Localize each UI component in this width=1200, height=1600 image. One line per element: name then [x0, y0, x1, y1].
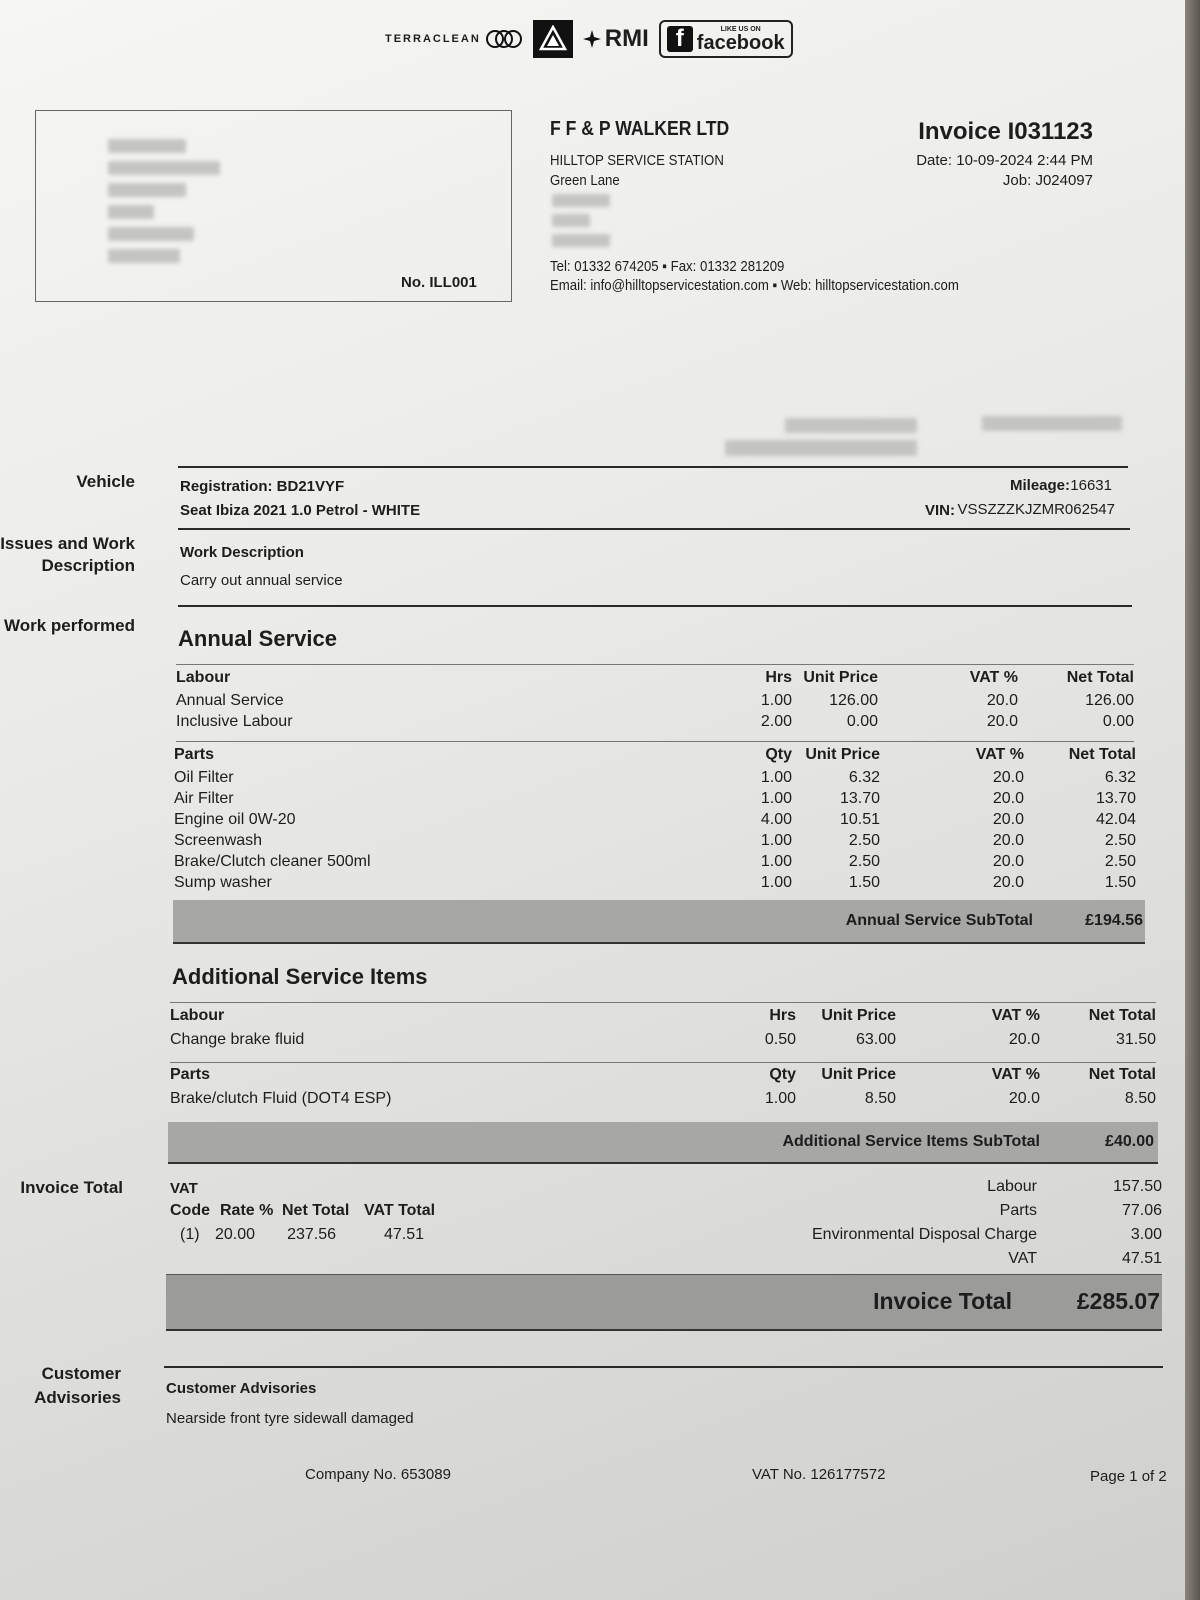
- item-net-total: 2.50: [1104, 832, 1136, 849]
- item-unit-price: 2.50: [848, 853, 880, 870]
- table-header-row: [170, 1007, 1156, 1029]
- item-qty: 4.00: [760, 811, 792, 828]
- totals-value: 157.50: [1113, 1178, 1162, 1195]
- col-header-vat: VAT %: [991, 1066, 1040, 1083]
- customer-number: No. ILL001: [401, 274, 477, 291]
- col-header-net-total: Net Total: [1088, 1066, 1156, 1083]
- facebook-f-icon: f: [667, 26, 693, 52]
- totals-value: 77.06: [1121, 1202, 1162, 1219]
- side-label-issues: Issues and Work: [0, 534, 135, 553]
- redacted-line: [108, 205, 154, 219]
- item-net-total: 8.50: [1124, 1090, 1156, 1107]
- vat-net: 237.56: [287, 1226, 336, 1243]
- item-net-total: 1.50: [1104, 874, 1136, 891]
- item-description: Brake/clutch Fluid (DOT4 ESP): [170, 1090, 392, 1107]
- totals-label: Environmental Disposal Charge: [812, 1226, 1037, 1243]
- redacted-line: [108, 227, 194, 241]
- facebook-word: facebook: [696, 31, 785, 54]
- invoice-date: Date: 10-09-2024 2:44 PM: [916, 152, 1093, 169]
- vat-table-row: [170, 1226, 470, 1246]
- facebook-like-text: LIKE US ON: [720, 25, 761, 33]
- table-header-row: [174, 746, 1136, 768]
- item-unit-price: 6.32: [848, 769, 880, 786]
- advisories-rule: [164, 1366, 1163, 1368]
- item-qty: 1.00: [760, 790, 792, 807]
- redacted-line: [108, 183, 186, 197]
- item-unit-price: 126.00: [829, 692, 878, 709]
- col-header-unit-price: Unit Price: [803, 669, 878, 686]
- item-unit-price: 63.00: [855, 1031, 896, 1048]
- item-net-total: 42.04: [1095, 811, 1136, 828]
- item-net-total: 126.00: [1085, 692, 1134, 709]
- footer-vat-no: VAT No. 126177572: [752, 1466, 886, 1483]
- item-description: Oil Filter: [174, 769, 234, 786]
- totals-label: Parts: [999, 1202, 1037, 1219]
- totals-row: [760, 1202, 1162, 1226]
- mot-triangles-icon: [533, 20, 573, 58]
- side-label-vehicle: Vehicle: [76, 472, 135, 491]
- table-row: [170, 1031, 1156, 1053]
- vehicle-bottom-rule: [178, 528, 1130, 530]
- rmi-cross-icon: [583, 30, 601, 48]
- vehicle-top-rule: [178, 466, 1128, 468]
- totals-label: VAT: [1008, 1250, 1037, 1267]
- side-label-work-performed: Work performed: [4, 616, 135, 635]
- totals-value: 3.00: [1130, 1226, 1162, 1243]
- vat-rate: 20.00: [214, 1226, 255, 1243]
- company-name: F F & P WALKER LTD: [550, 118, 730, 140]
- col-header-net-total: Net Total: [1066, 669, 1134, 686]
- table-row: [174, 832, 1136, 853]
- additional-subtotal-label: Additional Service Items SubTotal: [782, 1133, 1040, 1150]
- item-unit-price: 8.50: [864, 1090, 896, 1107]
- table-header-row: [170, 1066, 1156, 1088]
- item-vat-rate: 20.0: [992, 832, 1024, 849]
- redacted-line: [552, 214, 590, 227]
- vehicle-registration: Registration: BD21VYF: [180, 478, 345, 495]
- invoice-title: Invoice I031123: [918, 118, 1093, 145]
- additional-subtotal-value: £40.00: [1105, 1133, 1154, 1150]
- item-qty: 1.00: [760, 874, 792, 891]
- item-vat-rate: 20.0: [986, 692, 1018, 709]
- item-net-total: 6.32: [1104, 769, 1136, 786]
- item-net-total: 2.50: [1104, 853, 1136, 870]
- rmi-logo: [583, 25, 649, 53]
- table-row: [174, 853, 1136, 874]
- item-net-total: 31.50: [1115, 1031, 1156, 1048]
- redacted-line: [552, 234, 610, 247]
- col-header-section: Parts: [170, 1066, 211, 1083]
- item-description: Inclusive Labour: [176, 713, 293, 730]
- redacted-line: [108, 249, 180, 263]
- logo-strip: [385, 18, 793, 60]
- item-description: Sump washer: [174, 874, 272, 891]
- item-vat-rate: 20.0: [992, 874, 1024, 891]
- mileage-label: Mileage:: [1010, 477, 1071, 494]
- terraclean-logo: [385, 29, 523, 49]
- redacted-line: [785, 418, 917, 433]
- totals-value: 47.51: [1121, 1250, 1162, 1267]
- footer-company-no: Company No. 653089: [305, 1466, 451, 1483]
- footer-page: Page 1 of 2: [1090, 1468, 1167, 1485]
- table-row: [174, 874, 1136, 895]
- item-unit-price: 10.51: [839, 811, 880, 828]
- company-email: Email: info@hilltopservicestation.com ▪ Web: hilltopservicestation.com: [550, 277, 959, 294]
- item-description: Screenwash: [174, 832, 263, 849]
- item-unit-price: 2.50: [848, 832, 880, 849]
- annual-subtotal-band: [173, 900, 1145, 944]
- totals-row: [760, 1250, 1162, 1274]
- item-qty: 1.00: [764, 1090, 796, 1107]
- item-unit-price: 0.00: [846, 713, 878, 730]
- item-description: Brake/Clutch cleaner 500ml: [174, 853, 371, 870]
- item-net-total: 0.00: [1102, 713, 1134, 730]
- item-vat-rate: 20.0: [1008, 1031, 1040, 1048]
- paper-edge: [1185, 0, 1200, 1600]
- col-header-unit-price: Unit Price: [821, 1007, 896, 1024]
- vat-code: (1): [180, 1226, 200, 1243]
- redacted-line: [725, 440, 917, 456]
- table-row: [174, 811, 1136, 832]
- item-unit-price: 1.50: [848, 874, 880, 891]
- table-row: [176, 692, 1134, 713]
- company-line1: HILLTOP SERVICE STATION: [550, 152, 724, 169]
- redacted-line: [982, 416, 1122, 431]
- redacted-line: [552, 194, 610, 207]
- vat-col-code: Code: [170, 1202, 210, 1219]
- annual-subtotal-value: £194.56: [1085, 912, 1143, 929]
- col-header-vat: VAT %: [969, 669, 1018, 686]
- invoice-job: Job: J024097: [1002, 172, 1093, 189]
- side-label-invoice-total: Invoice Total: [20, 1178, 123, 1197]
- terraclean-logo-text: TERRACLEAN: [385, 33, 481, 45]
- item-qty: 0.50: [764, 1031, 796, 1048]
- annual-parts-rule: [176, 741, 1134, 742]
- invoice-total-label: Invoice Total: [873, 1288, 1012, 1314]
- col-header-unit-price: Unit Price: [821, 1066, 896, 1083]
- col-header-qty: Hrs: [765, 669, 792, 686]
- vat-col-rate: Rate %: [220, 1202, 274, 1219]
- item-vat-rate: 20.0: [1008, 1090, 1040, 1107]
- vehicle-model: Seat Ibiza 2021 1.0 Petrol - WHITE: [180, 502, 421, 519]
- vat-table-header: [170, 1202, 470, 1222]
- table-header-row: [176, 669, 1134, 691]
- col-header-section: Labour: [176, 669, 231, 686]
- annual-subtotal-label: Annual Service SubTotal: [845, 912, 1033, 929]
- item-vat-rate: 20.0: [986, 713, 1018, 730]
- side-label-issues-2: Description: [41, 556, 135, 575]
- totals-row: [760, 1226, 1162, 1250]
- company-line2: Green Lane: [550, 172, 620, 189]
- totals-label: Labour: [987, 1178, 1037, 1195]
- invoice-total-value: £285.07: [1076, 1288, 1160, 1314]
- item-qty: 2.00: [760, 713, 792, 730]
- item-description: Change brake fluid: [170, 1031, 305, 1048]
- vat-col-vat: VAT Total: [364, 1202, 436, 1219]
- item-description: Engine oil 0W-20: [174, 811, 296, 828]
- side-label-advisories-2: Advisories: [34, 1388, 121, 1407]
- item-qty: 1.00: [760, 853, 792, 870]
- totals-row: [760, 1178, 1162, 1202]
- facebook-badge: [659, 20, 793, 58]
- item-vat-rate: 20.0: [992, 811, 1024, 828]
- vin-value: VSSZZZKJZMR062547: [957, 501, 1115, 518]
- item-vat-rate: 20.0: [992, 790, 1024, 807]
- side-label-advisories: Customer: [41, 1364, 121, 1383]
- item-vat-rate: 20.0: [992, 853, 1024, 870]
- work-description-heading: Work Description: [180, 544, 304, 561]
- mileage-value: 16631: [1070, 477, 1112, 494]
- col-header-unit-price: Unit Price: [805, 746, 880, 763]
- item-description: Air Filter: [174, 790, 234, 807]
- additional-parts-rule: [170, 1062, 1156, 1063]
- vat-total: 47.51: [383, 1226, 424, 1243]
- advisories-heading: Customer Advisories: [166, 1380, 317, 1397]
- table-row: [174, 769, 1136, 790]
- vin-label: VIN:: [925, 502, 955, 519]
- redacted-line: [108, 139, 186, 153]
- annual-rule: [176, 664, 1134, 665]
- additional-title: Additional Service Items: [172, 964, 428, 989]
- additional-subtotal-band: [168, 1122, 1158, 1164]
- item-unit-price: 13.70: [839, 790, 880, 807]
- col-header-section: Parts: [174, 746, 215, 763]
- item-qty: 1.00: [760, 692, 792, 709]
- col-header-qty: Hrs: [769, 1007, 796, 1024]
- col-header-net-total: Net Total: [1088, 1007, 1156, 1024]
- work-bottom-rule: [178, 605, 1132, 607]
- col-header-qty: Qty: [765, 746, 792, 763]
- work-description-text: Carry out annual service: [180, 572, 343, 589]
- table-row: [170, 1090, 1156, 1112]
- item-qty: 1.00: [760, 832, 792, 849]
- item-vat-rate: 20.0: [992, 769, 1024, 786]
- additional-rule: [170, 1002, 1156, 1003]
- advisories-text: Nearside front tyre sidewall damaged: [166, 1410, 414, 1427]
- vat-title: VAT: [170, 1180, 198, 1197]
- terraclean-rings-icon: [485, 29, 523, 49]
- col-header-net-total: Net Total: [1068, 746, 1136, 763]
- item-description: Annual Service: [176, 692, 284, 709]
- col-header-qty: Qty: [769, 1066, 796, 1083]
- table-row: [176, 713, 1134, 734]
- customer-address-box: [35, 110, 512, 302]
- annual-service-title: Annual Service: [178, 626, 337, 651]
- col-header-vat: VAT %: [991, 1007, 1040, 1024]
- rmi-logo-text: RMI: [604, 25, 649, 52]
- table-row: [174, 790, 1136, 811]
- col-header-section: Labour: [170, 1007, 225, 1024]
- invoice-total-band: [166, 1274, 1162, 1331]
- col-header-vat: VAT %: [975, 746, 1024, 763]
- company-tel: Tel: 01332 674205 ▪ Fax: 01332 281209: [550, 258, 785, 275]
- item-net-total: 13.70: [1095, 790, 1136, 807]
- redacted-line: [108, 161, 220, 175]
- vat-col-net: Net Total: [282, 1202, 350, 1219]
- item-qty: 1.00: [760, 769, 792, 786]
